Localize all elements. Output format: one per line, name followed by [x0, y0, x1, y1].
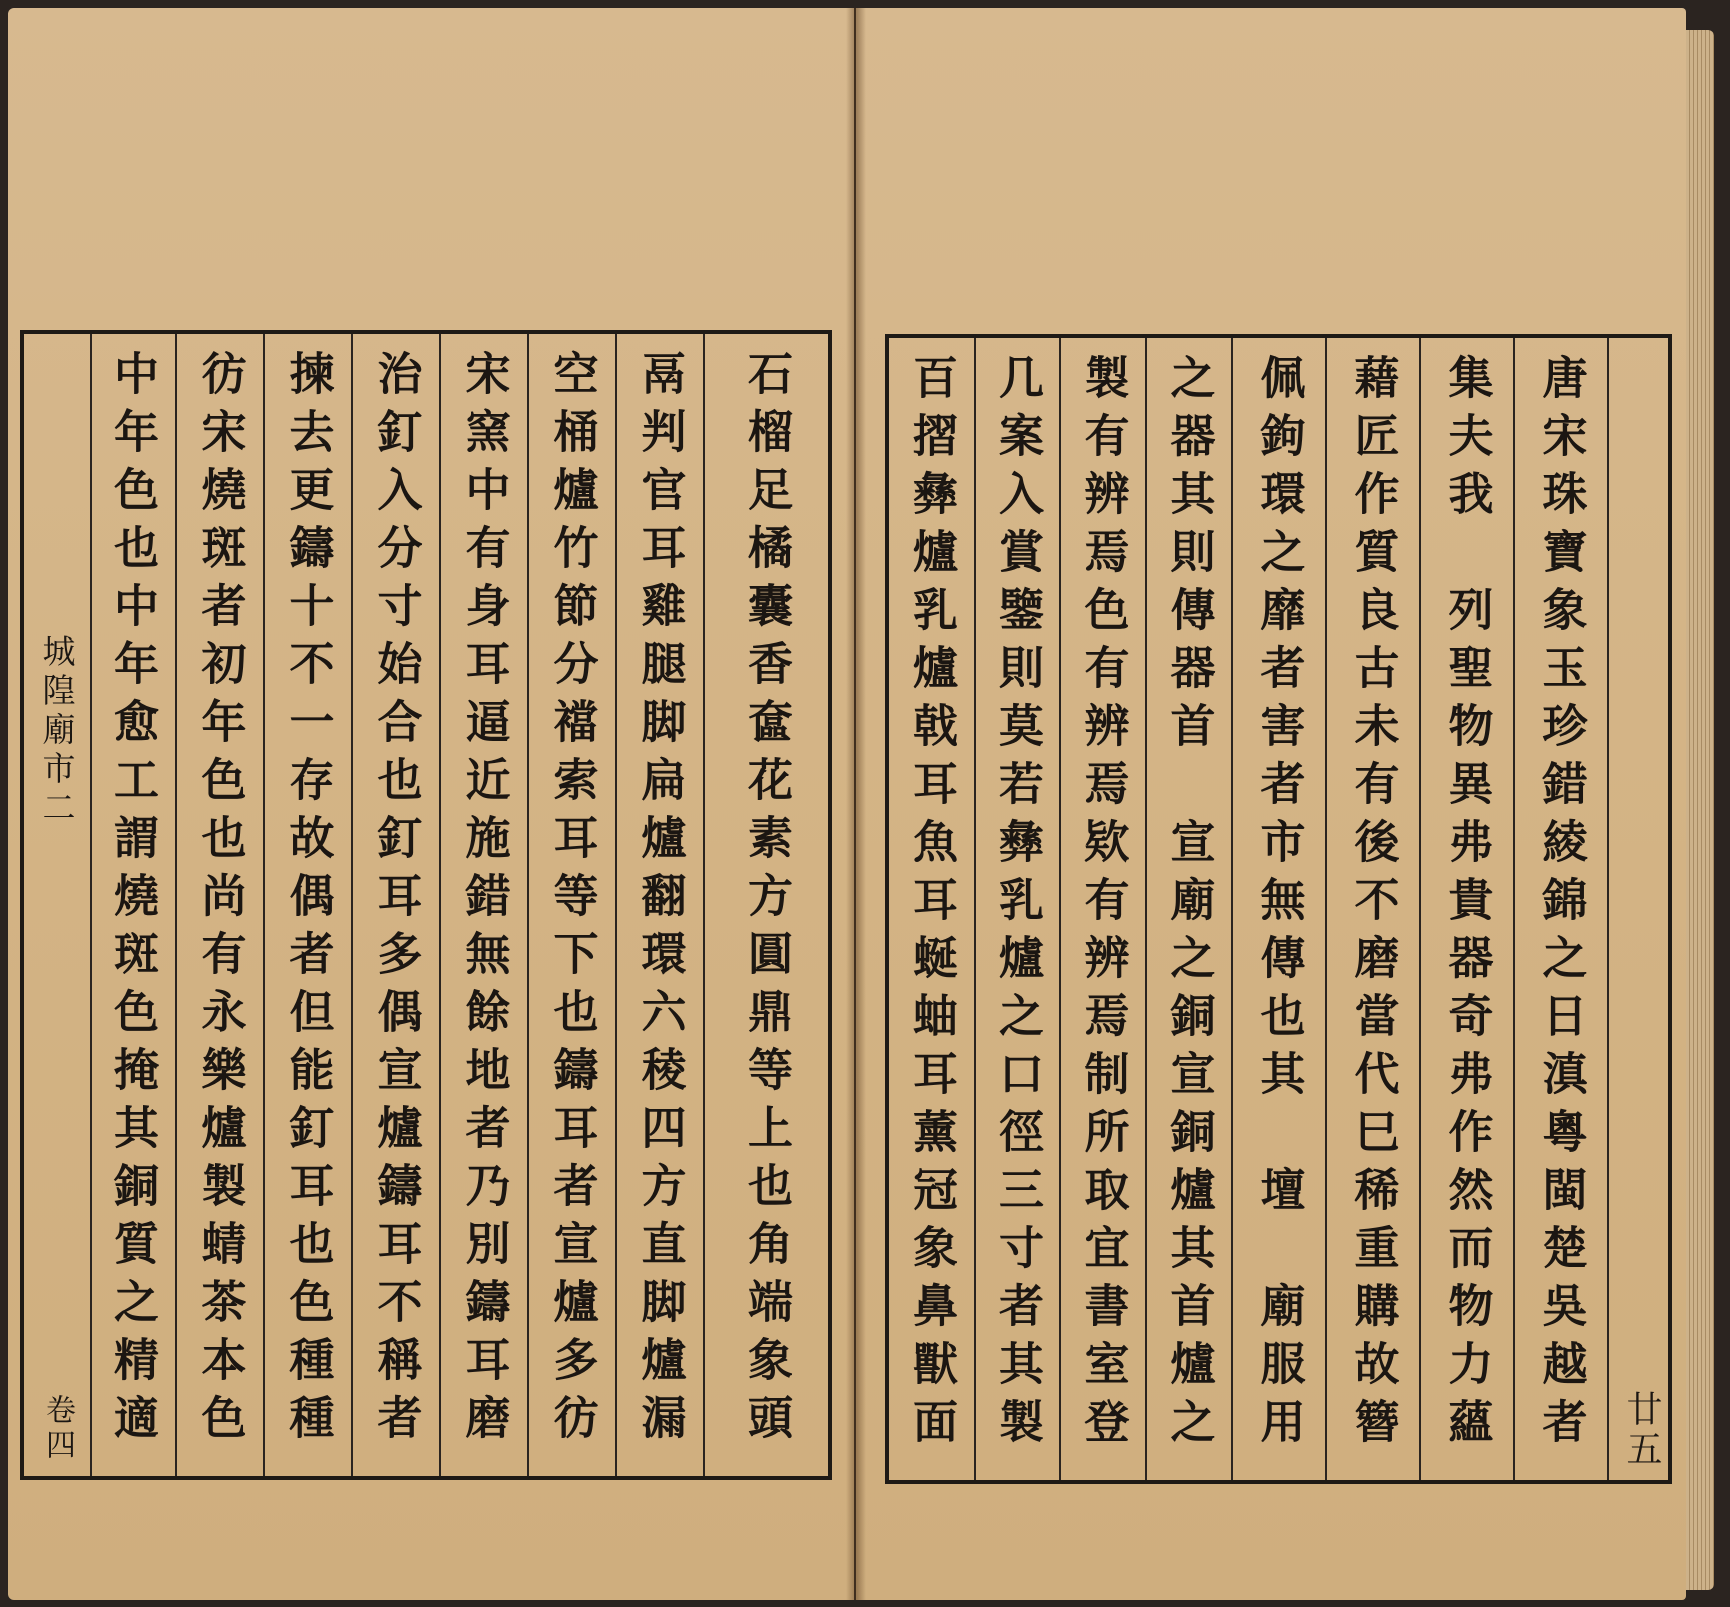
- right-column-5: [1145, 338, 1231, 1480]
- right-column-8: [889, 338, 974, 1480]
- column-text: 揀去更鑄十不一存故偶者但能釘耳也色種種: [281, 350, 335, 1452]
- column-text: 集夫我 列聖物異弗貴器奇弗作然而物力蘊: [1440, 354, 1494, 1456]
- right-margin-column: [1607, 338, 1674, 1480]
- left-column-8: [90, 334, 177, 1476]
- column-text: 鬲判官耳雞腿脚扁爐翻環六稜四方直脚爐漏: [633, 350, 687, 1452]
- left-column-3: [529, 334, 617, 1476]
- page-edges: [1686, 30, 1714, 1590]
- column-text: 空桶爐竹節分襠索耳等下也鑄耳者宣爐多彷: [545, 350, 599, 1452]
- column-text: 中年色也中年愈工謂燒斑色掩其銅質之精適: [106, 350, 159, 1452]
- left-column-1: [705, 334, 828, 1476]
- left-column-5: [353, 334, 441, 1476]
- right-text-frame: [885, 334, 1672, 1484]
- column-text: 藉匠作質良古未有後不磨當代巳稀重購故簪: [1346, 354, 1400, 1456]
- column-text: 之器其則傳器首 宣廟之銅宣銅爐其首爐之: [1162, 354, 1216, 1456]
- left-column-6: [265, 334, 353, 1476]
- right-column-7: [974, 338, 1059, 1480]
- margin-title: 城隍廟市二: [37, 634, 77, 829]
- column-text: 製有辨焉色有辨焉欵有辨焉制所取宜書室登: [1076, 354, 1130, 1456]
- column-text: 几案入賞鑒則莫若彝乳爐之口徑三寸者其製: [991, 354, 1044, 1456]
- column-text: 治釘入分寸始合也釘耳多偶宣爐鑄耳不稱者: [369, 350, 423, 1452]
- column-text: 百摺彝爐乳爐戟耳魚耳蜒蚰耳薰冠象鼻獸面: [905, 354, 958, 1456]
- left-text-frame: [20, 330, 832, 1480]
- right-column-2: [1419, 338, 1513, 1480]
- left-margin-column: [24, 334, 92, 1476]
- right-column-4: [1231, 338, 1325, 1480]
- leaf-number: 廿五: [1621, 1390, 1662, 1470]
- column-text: 唐宋珠寶象玉珍錯綾錦之日滇粵閩楚吳越者: [1534, 354, 1588, 1456]
- book-gutter: [846, 8, 866, 1600]
- left-column-2: [617, 334, 705, 1476]
- column-text: 彷宋燒斑者初年色也尚有永樂爐製蜻茶本色: [193, 350, 247, 1452]
- left-column-7: [177, 334, 265, 1476]
- left-column-4: [441, 334, 529, 1476]
- right-column-3: [1325, 338, 1419, 1480]
- column-text: 石榴足橘囊香奩花素方圓鼎等上也角端象頭: [740, 350, 793, 1452]
- margin-volume: 卷四: [40, 1394, 75, 1464]
- column-text: 宋窯中有身耳逼近施錯無餘地者乃別鑄耳磨: [457, 350, 511, 1452]
- column-text: 佩鉤環之靡者害者市無傳也其 壇 廟服用: [1252, 354, 1306, 1456]
- right-column-1: [1513, 338, 1607, 1480]
- right-column-6: [1059, 338, 1145, 1480]
